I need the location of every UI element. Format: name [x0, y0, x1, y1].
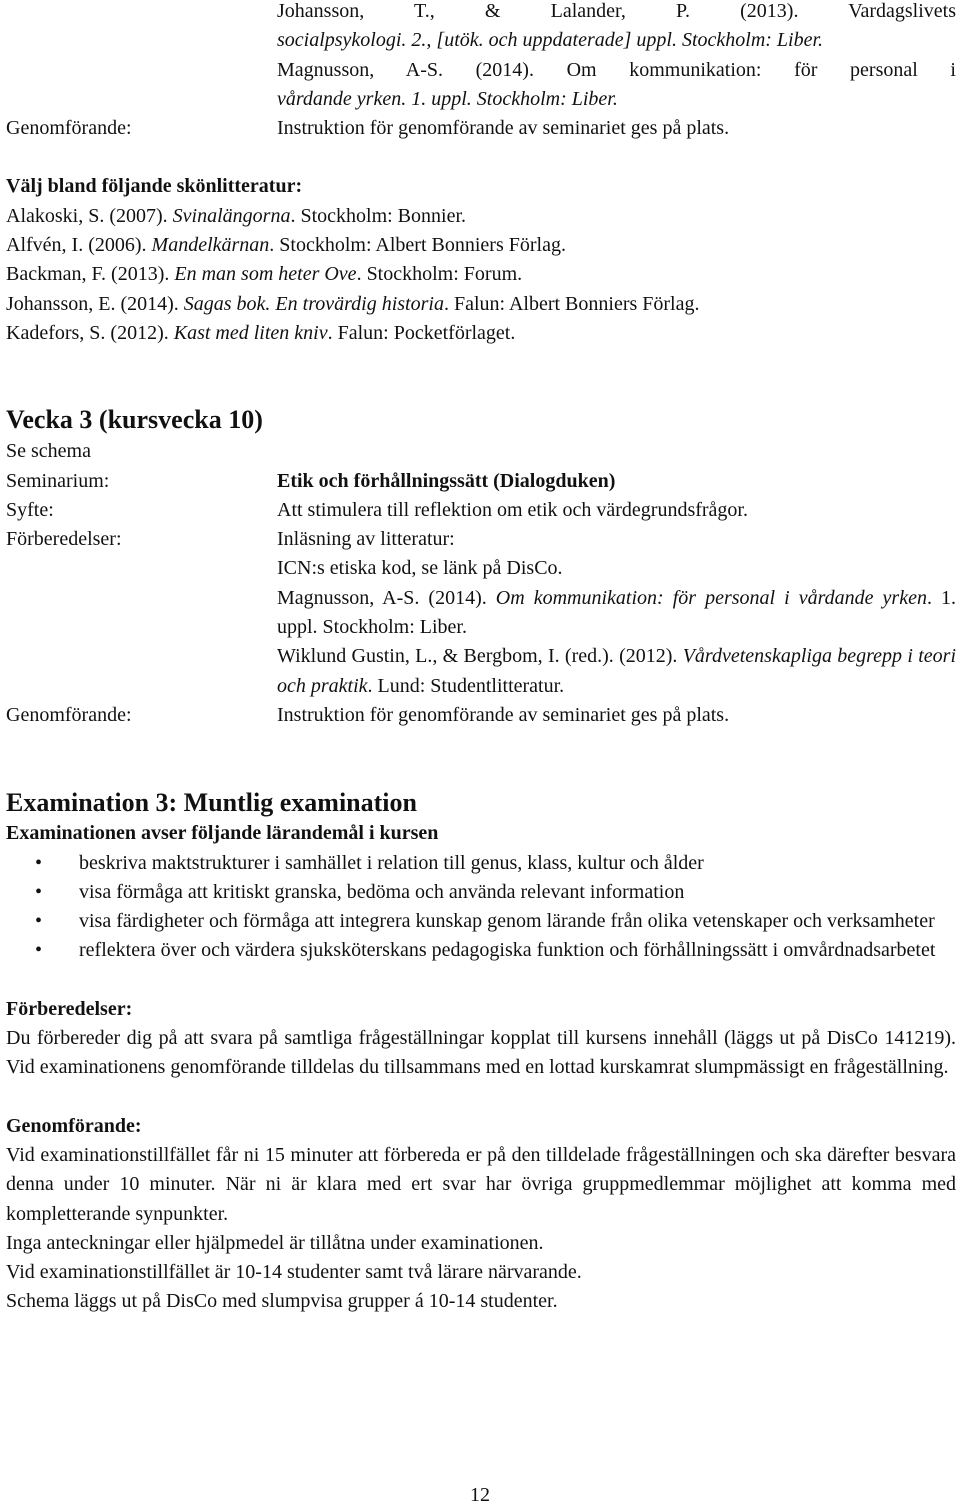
goal-text: reflektera över och värdera sjuksköterskans pedagogiska funktion och förhållningssätt i omvårdnadsarbetet — [79, 939, 936, 962]
exam-prep-label: Förberedelser: — [6, 997, 133, 1020]
bullet-icon: • — [35, 851, 43, 874]
exam-subheading: Examinationen avser följande lärandemål i kursen — [6, 822, 439, 845]
exam-rule: Schema läggs ut på DisCo med slumpvisa grupper á 10-14 studenter. — [6, 1290, 558, 1313]
reference-pre: Magnusson, A-S. (2014). — [277, 586, 496, 609]
wk2-genomforande-label: Genomförande: — [6, 117, 132, 140]
reference-title: Vårdvetenskapliga begrepp i teori och praktik — [277, 645, 956, 697]
lit-line-2-text: socialpsykologi. 2., [utök. och uppdaterade] uppl. Stockholm: Liber. — [277, 29, 824, 52]
reference-post: . 1. uppl. Stockholm: Liber. — [277, 586, 957, 639]
wk3-genomforande-text: Instruktion för genomförande av seminariet ges på plats. — [277, 703, 730, 726]
prep-label: Förberedelser: — [6, 528, 122, 551]
bullet-icon: • — [35, 939, 43, 962]
purpose-row — [6, 496, 956, 525]
fiction-item-pre: Alakoski, S. (2007). — [6, 204, 173, 227]
document-page — [6, 0, 956, 1317]
wk2-genomforande-text: Instruktion för genomförande av seminariet ges på plats. — [277, 117, 730, 140]
goal-text: beskriva maktstrukturer i samhället i relation till genus, klass, kultur och ålder — [79, 851, 704, 874]
fiction-item-post: . Stockholm: Bonnier. — [290, 204, 467, 227]
fiction-item-post: . Stockholm: Forum. — [356, 263, 523, 286]
literature-continuation — [6, 0, 956, 114]
list-item — [6, 878, 956, 907]
seminar-value: Etik och förhållningssätt (Dialogduken) — [277, 469, 616, 492]
reference-item — [277, 584, 956, 643]
reference-item — [277, 642, 956, 701]
fiction-item-post: . Falun: Pocketförlaget. — [327, 321, 516, 344]
fiction-item-title: En man som heter Ove — [174, 263, 357, 286]
lit-line-3 — [277, 56, 956, 85]
fiction-item — [6, 290, 956, 319]
fiction-item-pre: Alfvén, I. (2006). — [6, 234, 152, 257]
fiction-item-post: . Stockholm: Albert Bonniers Förlag. — [269, 234, 566, 257]
exam-rule: Inga anteckningar eller hjälpmedel är tillåtna under examinationen. — [6, 1231, 544, 1254]
fiction-item-title: Mandelkärnan — [151, 234, 270, 257]
exam-prep-text: Du förbereder dig på att svara på samtliga frågeställningar kopplat till kursens innehåll (läggs ut på DisCo 141219). Vid examinationens genomförande tilldelas du tillsammans med en lottad kurskamrat slumpmässigt en frågeställning. — [6, 1027, 956, 1079]
learning-goals-list — [6, 849, 956, 966]
lit-line-1-text: Johansson, T., & Lalander, P. (2013). Vardagslivets — [277, 0, 956, 22]
fiction-item — [6, 319, 956, 348]
list-item — [6, 907, 956, 936]
fiction-item-pre: Johansson, E. (2014). — [6, 292, 184, 315]
prep-row — [6, 525, 956, 701]
purpose-value: Att stimulera till reflektion om etik och värdegrundsfrågor. — [277, 498, 748, 521]
lit-line-4 — [277, 85, 956, 114]
exam-genomforande-label: Genomförande: — [6, 1114, 142, 1137]
prep-icn: ICN:s etiska kod, se länk på DisCo. — [277, 557, 563, 580]
wk2-genomforande-row — [6, 114, 956, 143]
reference-pre: Wiklund Gustin, L., & Bergbom, I. (red.). (2012). — [277, 645, 683, 668]
fiction-item-title: Kast med liten kniv — [173, 321, 328, 344]
lit-line-1 — [277, 0, 956, 26]
fiction-item-post: . Falun: Albert Bonniers Förlag. — [443, 292, 700, 315]
fiction-list — [6, 202, 956, 348]
wk3-genomforande-row — [6, 701, 956, 730]
lit-line-2 — [277, 26, 956, 55]
fiction-item-pre: Backman, F. (2013). — [6, 263, 175, 286]
exam-genomforande-text: Vid examinationstillfället får ni 15 minuter att förbereda er på den tilldelade frågeställningen och ska därefter besvara denna under 10 minuter. När ni är klara med ert svar har övriga gruppmedlemmar möjlighet att komma med kompletterande synpunkter. — [6, 1143, 956, 1225]
list-item — [6, 936, 956, 965]
week3-schedule: Se schema — [6, 440, 91, 463]
seminar-label: Seminarium: — [6, 469, 110, 492]
exam-rule: Vid examinationstillfället är 10-14 studenter samt två lärare närvarande. — [6, 1261, 582, 1284]
fiction-item — [6, 231, 956, 260]
lit-line-4-text: vårdande yrken. 1. uppl. Stockholm: Liber. — [277, 87, 618, 110]
lit-line-3-text: Magnusson, A-S. (2014). Om kommunikation: för personal i — [277, 58, 956, 81]
fiction-item-title: Svinalängorna — [172, 204, 291, 227]
fiction-heading: Välj bland följande skönlitteratur: — [6, 175, 303, 198]
goal-text: visa färdigheter och förmåga att integrera kunskap genom lärande från olika vetenskaper och verksamheter — [79, 910, 935, 933]
reference-title: Om kommunikation: för personal i vårdande yrken — [495, 586, 927, 609]
fiction-item-pre: Kadefors, S. (2012). — [6, 321, 174, 344]
fiction-item — [6, 260, 956, 289]
bullet-icon: • — [35, 880, 43, 903]
purpose-label: Syfte: — [6, 498, 54, 521]
fiction-item-title: Sagas bok. En trovärdig historia — [183, 292, 444, 315]
bullet-icon: • — [35, 910, 43, 933]
seminar-row — [6, 467, 956, 496]
week3-heading: Vecka 3 (kursvecka 10) — [6, 405, 263, 435]
prep-intro: Inläsning av litteratur: — [277, 528, 455, 551]
goal-text: visa förmåga att kritiskt granska, bedöma och använda relevant information — [79, 880, 685, 903]
fiction-item — [6, 202, 956, 231]
exam-heading: Examination 3: Muntlig examination — [6, 788, 417, 818]
list-item — [6, 849, 956, 878]
wk3-genomforande-label: Genomförande: — [6, 703, 132, 726]
page-number: 12 — [470, 1484, 490, 1506]
reference-post: . Lund: Studentlitteratur. — [367, 674, 565, 697]
